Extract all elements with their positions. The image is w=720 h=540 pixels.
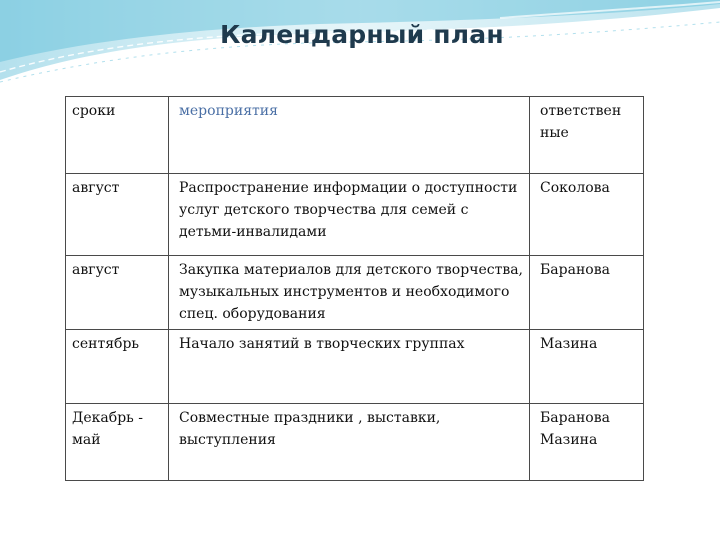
cell-responsible: Баранова Мазина: [530, 404, 644, 481]
cell-activity: Закупка материалов для детского творчества, музыкальных инструментов и необходимого спец. оборудования: [169, 256, 530, 330]
cell-activity: Начало занятий в творческих группах: [169, 330, 530, 404]
cell-responsible: Соколова: [530, 174, 644, 256]
cell-period: сентябрь: [66, 330, 169, 404]
table-row: [66, 404, 644, 481]
cell-period: август: [66, 174, 169, 256]
calendar-plan-table: [65, 96, 644, 481]
table-row: [66, 256, 644, 330]
cell-activity: Совместные праздники , выставки, выступления: [169, 404, 530, 481]
table-row: [66, 174, 644, 256]
cell-responsible: Баранова: [530, 256, 644, 330]
cell-period: август: [66, 256, 169, 330]
cell-responsible: Мазина: [530, 330, 644, 404]
table-header-row: [66, 97, 644, 174]
table-row: [66, 330, 644, 404]
header-responsible: ответствен ные: [530, 97, 644, 174]
header-period: сроки: [66, 97, 169, 174]
page-title: Календарный план: [220, 20, 504, 49]
cell-activity: Распространение информации о доступности услуг детского творчества для семей с детьми-инвалидами: [169, 174, 530, 256]
header-activity: мероприятия: [169, 97, 530, 174]
cell-period: Декабрь - май: [66, 404, 169, 481]
